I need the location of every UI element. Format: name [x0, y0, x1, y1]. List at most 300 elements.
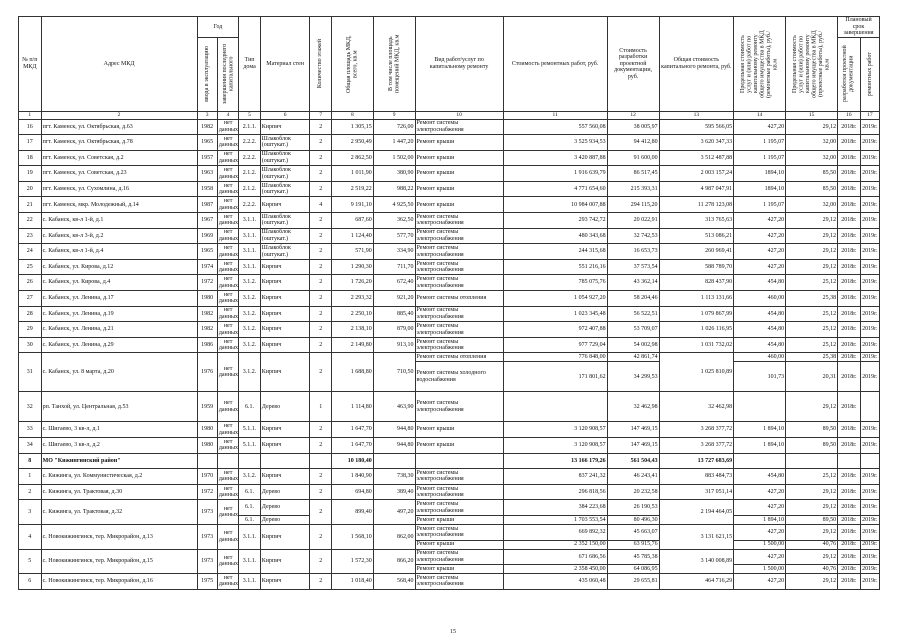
- table-cell: Ремонт крыши: [415, 197, 503, 213]
- table-cell: 427,20: [734, 500, 786, 516]
- table-cell: Шлакоблок (оштукат.): [260, 135, 310, 151]
- table-cell: 29,12: [786, 228, 838, 244]
- table-cell: 6.1.: [239, 500, 260, 516]
- table-cell: 2.2.2.: [239, 150, 260, 166]
- table-cell: 20 022,91: [607, 213, 659, 229]
- table-cell: 25,38: [786, 291, 838, 307]
- table-cell: 427,20: [734, 259, 786, 275]
- table-cell: 2018г.: [838, 524, 861, 540]
- table-cell: Кирпич: [260, 119, 310, 135]
- header-work-type: Вид работ/услуг по капитальному ремонту: [415, 17, 503, 112]
- table-cell: 32,00: [786, 197, 838, 213]
- table-cell: 24: [19, 244, 42, 260]
- table-cell: 899,40: [331, 500, 373, 525]
- table-cell: 27: [19, 291, 42, 307]
- table-cell: Ремонт крыши: [415, 565, 503, 574]
- table-row: [19, 166, 880, 182]
- table-row: [19, 244, 880, 260]
- table-cell: 1 502,00: [373, 150, 415, 166]
- table-cell: [860, 453, 879, 469]
- table-cell: 1969: [197, 228, 217, 244]
- table-cell: 1974: [197, 259, 217, 275]
- table-cell: 427,20: [734, 228, 786, 244]
- table-cell: 1 023 345,48: [503, 306, 607, 322]
- table-cell: Кирпич: [260, 197, 310, 213]
- column-number: 4: [217, 111, 238, 119]
- table-cell: нет данных: [218, 135, 239, 149]
- table-cell: 944,80: [373, 438, 415, 454]
- table-cell: 1894,10: [734, 181, 786, 197]
- table-cell: 38 005,97: [607, 119, 659, 135]
- table-cell: 2 352 150,00: [503, 540, 607, 549]
- table-cell: 3 525 934,53: [503, 135, 607, 151]
- table-cell: 19: [19, 166, 42, 182]
- table-cell: Шлакоблок (оштукат.): [260, 213, 310, 229]
- table-cell: 380,90: [373, 166, 415, 182]
- table-cell: 2 519,22: [331, 181, 373, 197]
- table-cell: 42 861,74: [607, 353, 659, 362]
- table-cell: 726,00: [373, 119, 415, 135]
- table-cell: 2018г.: [838, 392, 861, 422]
- table-cell: [415, 453, 503, 469]
- table-cell: Ремонт системы электроснабжения: [415, 337, 503, 353]
- table-cell: Ремонт системы электроснабжения: [415, 392, 503, 422]
- table-cell: 1973: [197, 500, 217, 525]
- table-row: [19, 524, 880, 540]
- table-cell: Дерево: [260, 515, 310, 524]
- table-cell: 10 180,40: [331, 453, 373, 469]
- table-cell: 2018г.: [838, 362, 861, 392]
- table-cell: Кирпич: [260, 353, 310, 392]
- table-cell: 577,70: [373, 228, 415, 244]
- table-cell: [239, 453, 260, 469]
- table-cell: с. Кабанск, ул. Ленина, д.17: [41, 291, 197, 307]
- header-total-area: Общая площадь МКД, всего, кв.м: [331, 17, 373, 112]
- table-cell: Ремонт системы электроснабжения: [415, 524, 503, 540]
- table-cell: 6.1.: [239, 392, 260, 422]
- table-cell: 571,90: [331, 244, 373, 260]
- table-cell: 26: [19, 275, 42, 291]
- table-cell: нет данных: [218, 151, 239, 164]
- table-cell: 260 969,41: [659, 244, 734, 260]
- table-row: [19, 181, 880, 197]
- table-cell: нет данных: [218, 574, 239, 588]
- table-cell: 2: [310, 119, 331, 135]
- header-wall-material: Материал стен: [260, 17, 310, 112]
- table-cell: нет данных: [217, 353, 238, 392]
- table-cell: Шлакоблок (оштукат.): [260, 166, 310, 182]
- table-cell: [734, 453, 786, 469]
- table-cell: 13 166 179,26: [503, 453, 607, 469]
- table-cell: 2018г.: [838, 119, 861, 135]
- table-cell: 3.1.2.: [239, 291, 260, 307]
- table-cell: 2: [310, 213, 331, 229]
- table-cell: 2: [310, 484, 331, 500]
- table-cell: Ремонт системы электроснабжения: [415, 119, 503, 135]
- table-cell: 30: [19, 337, 42, 353]
- table-cell: 2: [310, 181, 331, 197]
- table-cell: Ремонт системы холодного водоснабжения: [415, 362, 503, 392]
- table-cell: 296 818,56: [503, 484, 607, 500]
- table-cell: 1963: [197, 166, 217, 182]
- table-cell: 89,50: [786, 438, 838, 454]
- table-cell: 2018г.: [838, 228, 861, 244]
- table-cell: 6.1.: [239, 484, 260, 500]
- table-cell: [734, 392, 786, 422]
- table-cell: с. Кижинга, ул. Трактовая, д.32: [41, 500, 197, 525]
- table-row: [19, 438, 880, 454]
- table-cell: 2 149,80: [331, 337, 373, 353]
- table-cell: 94 412,80: [607, 135, 659, 151]
- header-plan-design: разработки проектной документации: [838, 37, 861, 111]
- table-cell: 2: [310, 275, 331, 291]
- table-cell: 2019г.: [860, 119, 879, 135]
- table-cell: 389,40: [373, 484, 415, 500]
- table-cell: 2: [310, 337, 331, 353]
- table-cell: 2018г.: [838, 259, 861, 275]
- table-cell: 34: [19, 438, 42, 454]
- table-cell: 2 003 157,24: [659, 166, 734, 182]
- table-cell: пгт. Каменск, мкр. Молодежный, д.14: [41, 197, 197, 213]
- table-cell: 2018г.: [838, 565, 861, 574]
- table-cell: 2018г.: [838, 244, 861, 260]
- table-cell: 2019г.: [860, 524, 879, 540]
- table-cell: 89,50: [786, 422, 838, 438]
- table-cell: 2: [310, 166, 331, 182]
- table-cell: 1973: [197, 524, 217, 549]
- table-row: [19, 392, 880, 422]
- table-cell: 2: [310, 322, 331, 338]
- header-limit-repair: Предельная стоимость услуг и (или) работ по капитальному ремонту общего имущества в МКД (ремонтные работы), руб./кв.м: [734, 17, 786, 112]
- table-cell: Ремонт системы электроснабжения: [415, 228, 503, 244]
- table-cell: 85,50: [786, 166, 838, 182]
- table-cell: 672,40: [373, 275, 415, 291]
- header-address: Адрес МКД: [41, 17, 197, 112]
- table-cell: 20,31: [786, 362, 838, 392]
- table-cell: 427,20: [734, 244, 786, 260]
- table-cell: 2019г.: [860, 306, 879, 322]
- table-cell: 2.2.2.: [239, 197, 260, 213]
- table-cell: 3.1.2.: [239, 353, 260, 392]
- column-number: 7: [310, 111, 331, 119]
- table-cell: нет данных: [218, 198, 239, 211]
- table-cell: 2018г.: [838, 353, 861, 362]
- table-cell: 29,12: [786, 259, 838, 275]
- table-row: [19, 574, 880, 590]
- table-cell: нет данных: [217, 524, 238, 549]
- table-cell: 427,20: [734, 119, 786, 135]
- table-cell: 25,38: [786, 353, 838, 362]
- table-row: [19, 228, 880, 244]
- table-cell: 244 315,68: [503, 244, 607, 260]
- table-cell: 2018г.: [838, 484, 861, 500]
- table-cell: 37 573,54: [607, 259, 659, 275]
- column-number: 12: [607, 111, 659, 119]
- table-cell: 29,12: [786, 549, 838, 565]
- table-cell: нет данных: [217, 549, 238, 574]
- table-cell: 885,40: [373, 306, 415, 322]
- table-cell: Шлакоблок (оштукат.): [260, 150, 310, 166]
- table-cell: Кирпич: [260, 337, 310, 353]
- table-cell: 17: [19, 135, 42, 151]
- table-cell: 1975: [197, 574, 217, 590]
- table-cell: Кирпич: [260, 422, 310, 438]
- table-cell: 1972: [197, 275, 217, 291]
- table-cell: 2019г.: [860, 549, 879, 565]
- table-cell: с. Новокижингинск, тер. Микрорайон, д.15: [41, 549, 197, 574]
- table-cell: [217, 453, 238, 469]
- table-cell: 1986: [197, 337, 217, 353]
- table-cell: 20: [19, 181, 42, 197]
- table-cell: 40,76: [786, 540, 838, 549]
- table-cell: 5: [19, 549, 42, 574]
- table-cell: [260, 453, 310, 469]
- table-cell: 1 195,07: [734, 135, 786, 151]
- table-cell: 944,80: [373, 422, 415, 438]
- table-cell: 58 204,46: [607, 291, 659, 307]
- table-cell: 1967: [197, 213, 217, 229]
- table-cell: 3: [19, 500, 42, 525]
- table-cell: с. Кабанск, кв-л 1-й, д.4: [41, 244, 197, 260]
- table-cell: 53 709,07: [607, 322, 659, 338]
- table-cell: 1 195,07: [734, 197, 786, 213]
- table-cell: 40,76: [786, 565, 838, 574]
- table-cell: 28: [19, 306, 42, 322]
- table-cell: 45 663,07: [607, 524, 659, 540]
- table-cell: 2019г.: [860, 484, 879, 500]
- table-cell: 3 140 008,89: [659, 549, 734, 574]
- column-number: 3: [197, 111, 217, 119]
- table-cell: 972 407,88: [503, 322, 607, 338]
- table-cell: нет данных: [217, 500, 238, 525]
- table-cell: 3.1.2.: [239, 306, 260, 322]
- table-cell: 2018г.: [838, 306, 861, 322]
- table-cell: 5.1.1.: [239, 438, 260, 454]
- table-cell: Дерево: [260, 500, 310, 516]
- table-cell: с. Кабанск, кв-л 1-й, д.1: [41, 213, 197, 229]
- table-cell: с. Новокижингинск, тер. Микрорайон, д.16: [41, 574, 197, 590]
- table-cell: 2019г.: [860, 166, 879, 182]
- table-cell: [786, 453, 838, 469]
- table-cell: 25,12: [786, 275, 838, 291]
- table-cell: 1 703 553,54: [503, 515, 607, 524]
- table-cell: Кирпич: [260, 275, 310, 291]
- table-cell: 427,20: [734, 213, 786, 229]
- table-cell: 3 268 377,72: [659, 438, 734, 454]
- table-cell: Кирпич: [260, 322, 310, 338]
- table-cell: 32,00: [786, 150, 838, 166]
- table-cell: Дерево: [260, 392, 310, 422]
- table-cell: 2018г.: [838, 150, 861, 166]
- table-cell: 2: [310, 291, 331, 307]
- table-cell: 2019г.: [860, 500, 879, 516]
- table-cell: 4 925,50: [373, 197, 415, 213]
- table-cell: 294 115,20: [607, 197, 659, 213]
- table-row: [19, 500, 880, 516]
- table-cell: 32 462,98: [607, 392, 659, 422]
- table-cell: 4: [19, 524, 42, 549]
- table-cell: 2018г.: [838, 135, 861, 151]
- table-cell: 3.1.1.: [239, 259, 260, 275]
- table-cell: 29,12: [786, 574, 838, 590]
- table-cell: 2019г.: [860, 438, 879, 454]
- column-number: 6: [260, 111, 310, 119]
- table-cell: 2019г.: [860, 574, 879, 590]
- table-cell: 2: [310, 574, 331, 590]
- column-number: 1: [19, 111, 42, 119]
- table-cell: 2018г.: [838, 213, 861, 229]
- table-cell: 91 600,00: [607, 150, 659, 166]
- table-cell: 2: [310, 438, 331, 454]
- header-plan-group: Плановый срок завершения: [838, 17, 880, 38]
- column-number: 14: [734, 111, 786, 119]
- table-cell: 4: [310, 197, 331, 213]
- table-cell: 2018г.: [838, 438, 861, 454]
- column-number: 11: [503, 111, 607, 119]
- table-cell: Шлакоблок (оштукат.): [260, 228, 310, 244]
- table-cell: 3.1.1.: [239, 549, 260, 574]
- table-cell: 2: [310, 549, 331, 574]
- table-cell: 551 216,16: [503, 259, 607, 275]
- table-cell: 1: [310, 392, 331, 422]
- table-cell: нет данных: [218, 182, 239, 196]
- table-cell: 513 086,21: [659, 228, 734, 244]
- table-cell: 1958: [197, 181, 217, 197]
- table-cell: 2: [310, 259, 331, 275]
- table-cell: МО "Кижингинский район": [41, 453, 197, 469]
- table-cell: 171 801,62: [503, 362, 607, 392]
- table-cell: 32: [19, 392, 42, 422]
- table-cell: 1980: [197, 438, 217, 454]
- table-cell: 1 726,20: [331, 275, 373, 291]
- table-cell: 1 688,80: [331, 353, 373, 392]
- table-cell: 595 566,05: [659, 119, 734, 135]
- header-total-cost: Общая стоимость капитального ремонта, руб.: [659, 17, 734, 112]
- column-number-row: [19, 111, 880, 119]
- table-cell: 1973: [197, 549, 217, 574]
- table-cell: Ремонт системы отопления: [415, 353, 503, 362]
- table-cell: Кирпич: [260, 291, 310, 307]
- header-plan-repair: ремонтных работ: [860, 37, 879, 111]
- table-cell: 879,00: [373, 322, 415, 338]
- table-cell: 464 716,29: [659, 574, 734, 590]
- table-cell: 2019г.: [860, 197, 879, 213]
- table-cell: 669 892,32: [503, 524, 607, 540]
- table-cell: 22: [19, 213, 42, 229]
- table-cell: 1982: [197, 119, 217, 135]
- table-cell: 2018г.: [838, 166, 861, 182]
- table-cell: 711,70: [373, 259, 415, 275]
- table-cell: 2018г.: [838, 197, 861, 213]
- table-cell: с. Кижинга, ул. Трактовая, д.30: [41, 484, 197, 500]
- table-cell: Ремонт системы электроснабжения: [415, 469, 503, 485]
- table-cell: с. Кабанск, ул. Ленина, д.21: [41, 322, 197, 338]
- table-cell: 29,12: [786, 392, 838, 422]
- table-cell: 2019г.: [860, 322, 879, 338]
- table-cell: 2019г.: [860, 228, 879, 244]
- table-cell: 460,00: [734, 353, 786, 362]
- table-cell: 25,12: [786, 322, 838, 338]
- table-cell: Ремонт системы электроснабжения: [415, 322, 503, 338]
- header-floors: Количество этажей: [310, 17, 331, 112]
- table-row: [19, 135, 880, 151]
- table-cell: пгт. Каменск, ул. Октябрьская, д.63: [41, 119, 197, 135]
- table-cell: 34 299,53: [607, 362, 659, 392]
- table-row: [19, 306, 880, 322]
- column-number: 9: [373, 111, 415, 119]
- table-cell: 2018г.: [838, 291, 861, 307]
- table-cell: с. Кабанск, ул. Ленина, д.29: [41, 337, 197, 353]
- table-cell: 3.1.1.: [239, 524, 260, 549]
- table-cell: Ремонт системы отопления: [415, 291, 503, 307]
- table-cell: 2019г.: [860, 540, 879, 549]
- table-cell: 1972: [197, 484, 217, 500]
- table-cell: 2018г.: [838, 181, 861, 197]
- table-cell: 2: [310, 306, 331, 322]
- table-cell: 2: [310, 244, 331, 260]
- column-number: 16: [838, 111, 861, 119]
- table-cell: нет данных: [218, 307, 239, 320]
- table-cell: 3.1.1.: [239, 213, 260, 229]
- table-cell: 2018г.: [838, 540, 861, 549]
- table-cell: 1 840,90: [331, 469, 373, 485]
- table-cell: 2: [310, 135, 331, 151]
- table-cell: Шлакоблок (оштукат.): [260, 244, 310, 260]
- table-cell: 1 894,10: [734, 422, 786, 438]
- table-cell: 1 026 116,95: [659, 322, 734, 338]
- table-cell: 694,80: [331, 484, 373, 500]
- table-cell: 1 568,10: [331, 524, 373, 549]
- table-cell: 435 060,48: [503, 574, 607, 590]
- table-cell: 460,00: [734, 291, 786, 307]
- table-row: [19, 353, 880, 362]
- table-cell: 2019г.: [860, 213, 879, 229]
- table-cell: пгт. Каменск, ул. Советская, д.23: [41, 166, 197, 182]
- table-cell: нет данных: [218, 291, 239, 305]
- table-row: [19, 119, 880, 135]
- table-cell: 1 011,90: [331, 166, 373, 182]
- table-cell: 776 848,00: [503, 353, 607, 362]
- table-cell: 1 025 810,89: [659, 353, 734, 392]
- table-cell: 2019г.: [860, 150, 879, 166]
- table-cell: Ремонт системы электроснабжения: [415, 306, 503, 322]
- table-cell: 2018г.: [838, 337, 861, 353]
- table-cell: 80 496,30: [607, 515, 659, 524]
- table-cell: 2019г.: [860, 422, 879, 438]
- table-cell: 2018г.: [838, 549, 861, 565]
- table-cell: 2019г.: [860, 275, 879, 291]
- table-row: [19, 549, 880, 565]
- table-cell: 3.1.1.: [239, 574, 260, 590]
- table-cell: 785 075,76: [503, 275, 607, 291]
- table-cell: 454,80: [734, 275, 786, 291]
- table-cell: 2: [310, 469, 331, 485]
- table-cell: 313 765,63: [659, 213, 734, 229]
- table-cell: пгт. Каменск, ул. Сухомлина, д.16: [41, 181, 197, 197]
- table-cell: 29,12: [786, 524, 838, 540]
- table-cell: Дерево: [260, 484, 310, 500]
- table-cell: 23: [19, 228, 42, 244]
- table-cell: с. Новокижингинск, тер. Микрорайон, д.13: [41, 524, 197, 549]
- table-cell: с. Шигаево, 3 кв-л, д.1: [41, 422, 197, 438]
- table-cell: Кирпич: [260, 469, 310, 485]
- table-cell: 3.1.2.: [239, 275, 260, 291]
- table-cell: 1 114,80: [331, 392, 373, 422]
- table-cell: 1 018,40: [331, 574, 373, 590]
- table-cell: 2: [310, 524, 331, 549]
- table-cell: с. Кабанск, ул. 8 марта, д.20: [41, 353, 197, 392]
- table-cell: 1 054 927,20: [503, 291, 607, 307]
